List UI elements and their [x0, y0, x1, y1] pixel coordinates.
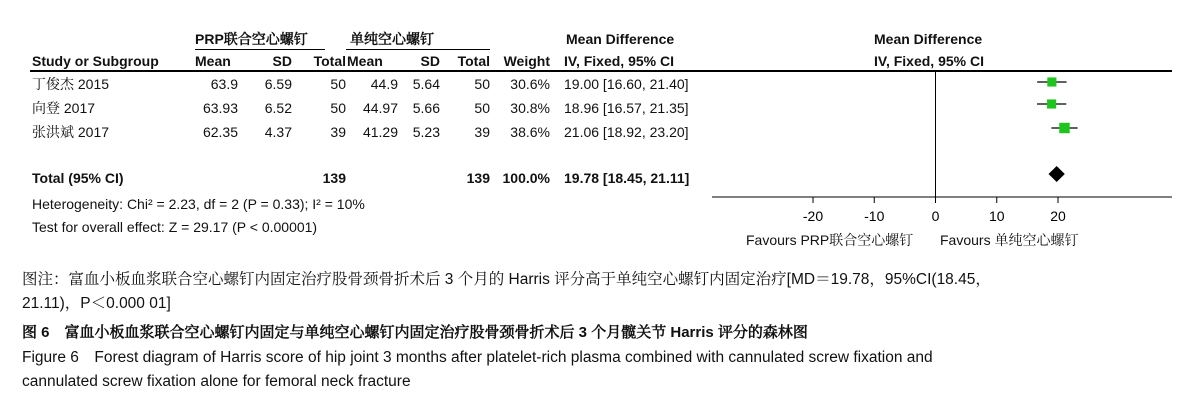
pooled-diamond — [1049, 166, 1065, 182]
mean2: 44.97 — [362, 100, 398, 116]
total-n1: 139 — [322, 170, 346, 186]
sd2: 5.23 — [412, 124, 440, 140]
col-ci: IV, Fixed, 95% CI — [564, 53, 674, 69]
col-mean1: Mean — [195, 53, 231, 69]
x-tick-label: -20 — [802, 208, 824, 224]
n1: 50 — [330, 76, 346, 92]
mean1: 63.93 — [202, 100, 238, 116]
favours-left-label: Favours PRP联合空心螺钉 — [746, 232, 914, 248]
weight: 30.6% — [510, 76, 550, 92]
overall-effect-text: Test for overall effect: Z = 29.17 (P < 0.00001) — [32, 219, 318, 235]
n2: 50 — [474, 76, 490, 92]
plot-header: Mean Difference — [874, 31, 983, 47]
figure-note-line1: 图注：富血小板血浆联合空心螺钉内固定治疗股骨颈骨折术后 3 个月的 Harris 评分高于单纯空心螺钉内固定治疗[MD＝19.78，95%CI(18.45， — [22, 271, 991, 288]
favours-right-label: Favours 单纯空心螺钉 — [940, 232, 1079, 248]
n2: 39 — [474, 124, 490, 140]
col-total2: Total — [457, 53, 490, 69]
mean1: 62.35 — [202, 124, 238, 140]
total-label: Total (95% CI) — [32, 170, 124, 186]
n1: 50 — [330, 100, 346, 116]
study-name: 丁俊杰 2015 — [32, 76, 110, 92]
col-sd1: SD — [272, 53, 292, 69]
ci-text: 21.06 [18.92, 23.20] — [564, 124, 689, 140]
col-total1: Total — [313, 53, 346, 69]
group2-header: 单纯空心螺钉 — [350, 31, 434, 47]
effect-square — [1059, 123, 1069, 133]
sd2: 5.66 — [412, 100, 440, 116]
mean2: 41.29 — [362, 124, 398, 140]
study-marks — [1037, 77, 1078, 182]
x-tick-label: 10 — [988, 208, 1005, 224]
figure-title-en-line1: Figure 6 Forest diagram of Harris score of hip joint 3 months after platelet-rich plasma combined with cannulated screw fixation and — [22, 349, 933, 366]
mean2: 44.9 — [370, 76, 398, 92]
sd2: 5.64 — [412, 76, 440, 92]
n2: 50 — [474, 100, 490, 116]
effect-square — [1047, 99, 1056, 108]
total-weight: 100.0% — [502, 170, 550, 186]
figure-note-line2: 21.11)，P＜0.000 01] — [22, 295, 171, 312]
x-tick-label: 0 — [931, 208, 940, 224]
x-tick-label: 20 — [1050, 208, 1066, 224]
col-study: Study or Subgroup — [32, 53, 159, 69]
total-n2: 139 — [466, 170, 490, 186]
sd1: 4.37 — [264, 124, 292, 140]
study-name: 向登 2017 — [32, 100, 96, 116]
heterogeneity-text: Heterogeneity: Chi² = 2.23, df = 2 (P = 0.33); I² = 10% — [32, 196, 365, 212]
sd1: 6.52 — [264, 100, 292, 116]
plot-subheader: IV, Fixed, 95% CI — [874, 53, 984, 69]
n1: 39 — [330, 124, 346, 140]
total-ci-text: 19.78 [18.45, 21.11] — [564, 170, 690, 186]
col-weight: Weight — [503, 53, 550, 69]
x-axis-ticks — [803, 197, 1066, 224]
group1-header: PRP联合空心螺钉 — [195, 31, 308, 47]
x-tick-label: -10 — [864, 208, 885, 224]
sd1: 6.59 — [264, 76, 292, 92]
weight: 38.6% — [510, 124, 550, 140]
mean1: 63.9 — [210, 76, 238, 92]
figure-title-cn: 图 6 富血小板血浆联合空心螺钉内固定与单纯空心螺钉内固定治疗股骨颈骨折术后 3 个月髋关节 Harris 评分的森林图 — [22, 324, 808, 341]
col-sd2: SD — [420, 53, 440, 69]
weight: 30.8% — [510, 100, 550, 116]
ci-text: 18.96 [16.57, 21.35] — [564, 100, 689, 116]
figure-title-en-line2: cannulated screw fixation alone for femoral neck fracture — [22, 373, 411, 390]
study-name: 张洪斌 2017 — [32, 124, 110, 140]
ci-text: 19.00 [16.60, 21.40] — [564, 76, 689, 92]
md-header: Mean Difference — [566, 31, 675, 47]
effect-square — [1047, 77, 1056, 86]
col-mean2: Mean — [347, 53, 383, 69]
